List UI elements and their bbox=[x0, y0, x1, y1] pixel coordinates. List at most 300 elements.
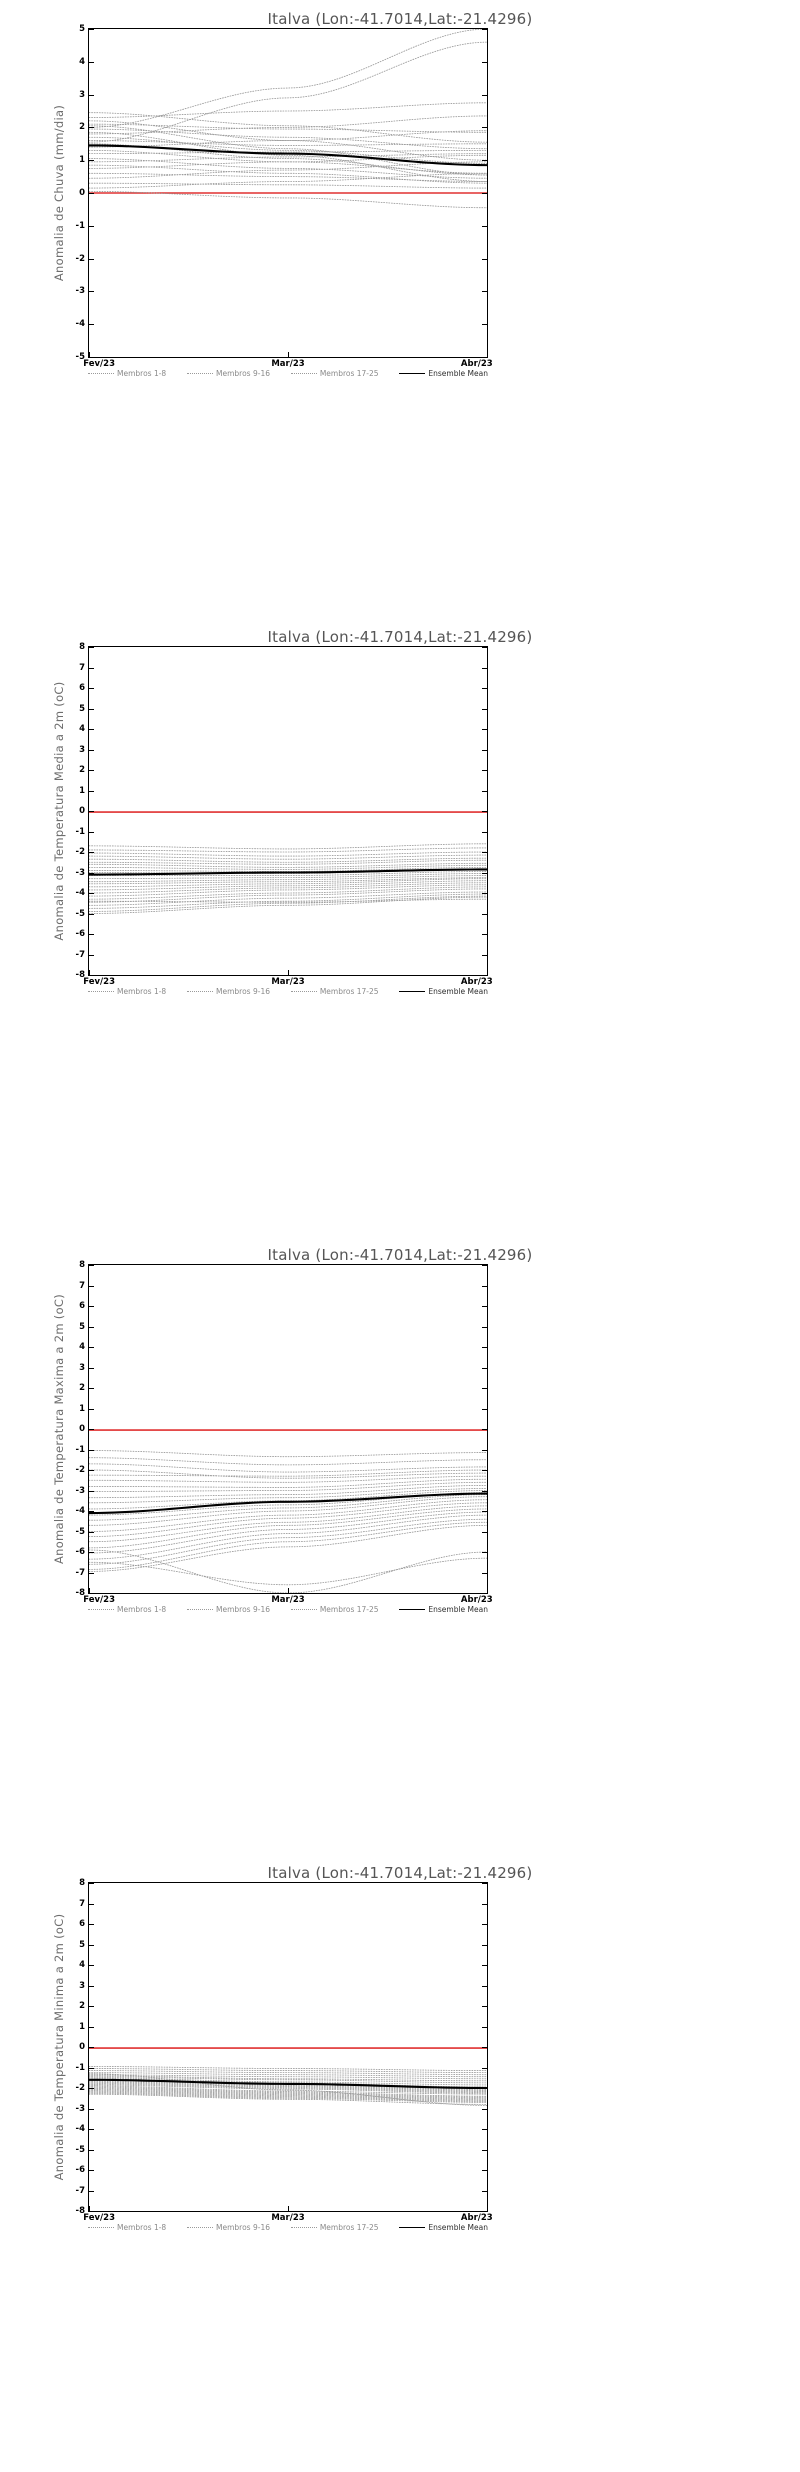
y-axis-tick-label: -8 bbox=[75, 2206, 85, 2216]
y-axis-tick-mark bbox=[89, 1347, 94, 1348]
y-axis-tick-mark bbox=[89, 2191, 94, 2192]
y-axis-tick-mark-right bbox=[482, 914, 487, 915]
y-axis-tick-label: 1 bbox=[79, 155, 85, 166]
legend-item-ensemble-mean bbox=[399, 1605, 488, 1614]
legend-label: Membros 9-16 bbox=[216, 986, 270, 996]
member-line bbox=[89, 1558, 487, 1585]
y-axis-tick-mark-right bbox=[482, 1388, 487, 1389]
y-axis-tick-mark bbox=[89, 893, 94, 894]
y-axis-tick-mark-right bbox=[482, 668, 487, 669]
legend-item-ensemble-mean bbox=[399, 2223, 488, 2232]
x-axis-tick-mark bbox=[288, 352, 289, 357]
legend-item-membros-9-16 bbox=[187, 987, 270, 996]
y-axis-tick-mark bbox=[89, 226, 94, 227]
x-axis-tick-label: Fev/23 bbox=[83, 359, 115, 369]
y-axis-tick-mark-right bbox=[482, 709, 487, 710]
y-axis-tick-mark-right bbox=[482, 729, 487, 730]
legend-label: Membros 9-16 bbox=[216, 2222, 270, 2232]
y-axis-tick-mark bbox=[89, 934, 94, 935]
legend-item-membros-9-16 bbox=[187, 2223, 270, 2232]
legend-label: Membros 17-25 bbox=[319, 368, 379, 378]
y-axis-tick-mark bbox=[89, 160, 94, 161]
y-axis-tick-mark bbox=[89, 1532, 94, 1533]
y-axis-tick-label: -3 bbox=[75, 286, 85, 297]
y-axis-tick-mark bbox=[89, 1409, 94, 1410]
y-axis-tick-mark-right bbox=[482, 160, 487, 161]
y-axis-label: Anomalia de Temperatura Media a 2m (oC) bbox=[52, 681, 66, 941]
page-title: Italva (Lon:-41.7014,Lat:-21.4296) bbox=[267, 1864, 533, 1882]
member-line bbox=[89, 29, 487, 127]
y-axis-tick-label: 1 bbox=[79, 2021, 85, 2032]
y-axis-tick-mark-right bbox=[482, 1904, 487, 1905]
member-line bbox=[89, 173, 487, 181]
y-axis-tick-mark bbox=[89, 1450, 94, 1451]
y-axis-tick-label: -1 bbox=[75, 1444, 85, 1455]
member-line bbox=[89, 183, 487, 188]
y-axis-label: Anomalia de Chuva (mm/dia) bbox=[52, 104, 66, 282]
y-axis-tick-label: -6 bbox=[75, 2165, 85, 2175]
y-axis-tick-label: -7 bbox=[75, 1567, 85, 1578]
y-axis-tick-label: -4 bbox=[75, 2124, 85, 2134]
member-line bbox=[89, 1519, 487, 1564]
y-axis-tick-label: -6 bbox=[75, 929, 85, 939]
y-axis-tick-label: 8 bbox=[79, 1260, 85, 1270]
y-axis-tick-mark bbox=[89, 324, 94, 325]
y-axis-tick-mark-right bbox=[482, 291, 487, 292]
y-axis-tick-label: -1 bbox=[75, 220, 85, 231]
member-line bbox=[89, 2069, 487, 2073]
x-axis-tick-mark bbox=[487, 352, 488, 357]
legend-line-icon bbox=[291, 1609, 317, 1610]
y-axis-tick-mark-right bbox=[482, 2150, 487, 2151]
x-axis-tick-mark bbox=[89, 2206, 90, 2211]
y-axis-tick-mark bbox=[89, 193, 94, 194]
y-axis-tick-mark bbox=[89, 1945, 94, 1946]
member-line bbox=[89, 2071, 487, 2075]
x-axis-tick-label: Fev/23 bbox=[83, 977, 115, 987]
y-axis-tick-label: 7 bbox=[79, 1280, 85, 1291]
legend-label: Ensemble Mean bbox=[428, 986, 488, 996]
plot-lines bbox=[89, 647, 487, 975]
y-axis-tick-mark bbox=[89, 791, 94, 792]
y-axis-tick-label: 1 bbox=[79, 785, 85, 796]
y-axis-tick-mark-right bbox=[482, 2170, 487, 2171]
plot-area bbox=[75, 1878, 493, 2223]
y-axis-tick-mark bbox=[89, 1470, 94, 1471]
x-axis-tick-label: Abr/23 bbox=[460, 1595, 493, 1605]
y-axis-tick-mark bbox=[89, 1491, 94, 1492]
member-line bbox=[89, 855, 487, 859]
legend-line-icon bbox=[88, 2227, 114, 2228]
legend-label: Membros 1-8 bbox=[117, 2222, 167, 2232]
x-axis-tick-label: Mar/23 bbox=[271, 977, 305, 987]
legend-label: Ensemble Mean bbox=[428, 2222, 488, 2232]
legend-item-membros-17-25 bbox=[291, 2223, 379, 2232]
y-axis-tick-mark-right bbox=[482, 934, 487, 935]
y-axis-tick-label: 6 bbox=[79, 683, 85, 693]
y-axis-tick-mark-right bbox=[482, 1327, 487, 1328]
member-line bbox=[89, 1451, 487, 1457]
y-axis-tick-label: 0 bbox=[79, 806, 85, 816]
y-axis-tick-label: 6 bbox=[79, 1919, 85, 1929]
y-axis-tick-label: 7 bbox=[79, 1898, 85, 1909]
y-axis-tick-mark bbox=[89, 2129, 94, 2130]
legend-label: Membros 9-16 bbox=[216, 368, 270, 378]
x-axis-tick-mark bbox=[89, 352, 90, 357]
y-axis-tick-mark-right bbox=[482, 1450, 487, 1451]
chart-panel-precip bbox=[0, 0, 800, 618]
y-axis-tick-mark bbox=[89, 832, 94, 833]
y-axis-tick-label: 4 bbox=[79, 1960, 85, 1970]
y-axis-tick-mark-right bbox=[482, 647, 487, 648]
y-axis-tick-label: -5 bbox=[75, 352, 85, 362]
y-axis-tick-label: -4 bbox=[75, 888, 85, 898]
y-axis-tick-mark bbox=[89, 2047, 94, 2048]
y-axis-tick-label: -3 bbox=[75, 2103, 85, 2114]
legend-label: Membros 1-8 bbox=[117, 368, 167, 378]
y-axis-tick-label: 5 bbox=[79, 24, 85, 34]
legend-line-icon bbox=[399, 2227, 425, 2228]
y-axis-tick-label: -1 bbox=[75, 826, 85, 837]
y-axis-tick-mark-right bbox=[482, 832, 487, 833]
plot-lines bbox=[89, 1883, 487, 2211]
page-title: Italva (Lon:-41.7014,Lat:-21.4296) bbox=[267, 1246, 533, 1264]
y-axis-tick-mark-right bbox=[482, 259, 487, 260]
y-axis-tick-mark-right bbox=[482, 1511, 487, 1512]
member-line bbox=[89, 858, 487, 862]
x-axis-tick-mark bbox=[487, 2206, 488, 2211]
plot-lines bbox=[89, 1265, 487, 1593]
y-axis-tick-mark bbox=[89, 647, 94, 648]
y-axis-tick-label: -5 bbox=[75, 1526, 85, 1537]
legend-label: Membros 17-25 bbox=[319, 2222, 379, 2232]
y-axis-tick-mark bbox=[89, 2150, 94, 2151]
y-axis-tick-mark bbox=[89, 852, 94, 853]
chart-panel-tmax bbox=[0, 1236, 800, 1854]
y-axis-tick-label: -7 bbox=[75, 949, 85, 960]
y-axis-tick-label: 2 bbox=[79, 122, 85, 133]
y-axis-tick-label: 7 bbox=[79, 662, 85, 673]
y-axis-tick-label: 0 bbox=[79, 1424, 85, 1434]
y-axis-tick-label: -2 bbox=[75, 253, 85, 264]
y-axis-tick-mark bbox=[89, 770, 94, 771]
member-line bbox=[89, 1522, 487, 1569]
y-axis-tick-mark-right bbox=[482, 1945, 487, 1946]
legend-label: Ensemble Mean bbox=[428, 1604, 488, 1614]
y-axis-tick-mark bbox=[89, 1429, 94, 1430]
y-axis-tick-label: 5 bbox=[79, 1321, 85, 1332]
member-line bbox=[89, 897, 487, 913]
y-axis-tick-label: -8 bbox=[75, 970, 85, 980]
y-axis-tick-label: 6 bbox=[79, 1301, 85, 1311]
y-axis-tick-label: -4 bbox=[75, 319, 85, 330]
x-axis-tick-label: Fev/23 bbox=[83, 1595, 115, 1605]
member-line bbox=[89, 1470, 487, 1476]
y-axis-tick-mark-right bbox=[482, 1883, 487, 1884]
legend-line-icon bbox=[88, 1609, 114, 1610]
plot-lines bbox=[89, 29, 487, 357]
legend-line-icon bbox=[88, 373, 114, 374]
member-line bbox=[89, 1550, 487, 1593]
x-axis-tick-mark bbox=[487, 970, 488, 975]
y-axis-tick-mark bbox=[89, 729, 94, 730]
legend-item-membros-9-16 bbox=[187, 1605, 270, 1614]
y-axis-tick-mark-right bbox=[482, 770, 487, 771]
y-axis-tick-mark bbox=[89, 127, 94, 128]
y-axis-tick-mark bbox=[89, 1883, 94, 1884]
y-axis-tick-mark bbox=[89, 1368, 94, 1369]
y-axis-tick-mark bbox=[89, 668, 94, 669]
legend-item-ensemble-mean bbox=[399, 987, 488, 996]
legend-line-icon bbox=[88, 991, 114, 992]
x-axis-tick-label: Fev/23 bbox=[83, 2213, 115, 2223]
y-axis-tick-label: 4 bbox=[79, 724, 85, 734]
legend-item-membros-17-25 bbox=[291, 1605, 379, 1614]
x-axis-tick-mark bbox=[288, 2206, 289, 2211]
x-axis-tick-label: Abr/23 bbox=[460, 2213, 493, 2223]
legend-label: Membros 17-25 bbox=[319, 986, 379, 996]
x-axis-tick-mark bbox=[288, 970, 289, 975]
y-axis-tick-mark bbox=[89, 1265, 94, 1266]
y-axis-tick-mark-right bbox=[482, 1429, 487, 1430]
y-axis-tick-label: 8 bbox=[79, 1878, 85, 1888]
legend-line-icon bbox=[291, 991, 317, 992]
y-axis-tick-mark-right bbox=[482, 1470, 487, 1471]
legend-line-icon bbox=[399, 1609, 425, 1610]
y-axis-tick-mark-right bbox=[482, 1491, 487, 1492]
y-axis-tick-mark-right bbox=[482, 1409, 487, 1410]
member-line bbox=[89, 863, 487, 867]
y-axis-tick-mark bbox=[89, 2088, 94, 2089]
y-axis-tick-mark bbox=[89, 1904, 94, 1905]
x-axis-tick-mark bbox=[89, 970, 90, 975]
y-axis-tick-label: -7 bbox=[75, 2185, 85, 2196]
legend-label: Membros 17-25 bbox=[319, 1604, 379, 1614]
y-axis-tick-mark bbox=[89, 811, 94, 812]
member-line bbox=[89, 191, 487, 207]
chart-panel-tmean bbox=[0, 618, 800, 1236]
x-axis-tick-label: Mar/23 bbox=[271, 2213, 305, 2223]
member-line bbox=[89, 1476, 487, 1482]
member-line bbox=[89, 852, 487, 856]
y-axis-tick-mark-right bbox=[482, 226, 487, 227]
x-axis-tick-label: Abr/23 bbox=[460, 359, 493, 369]
legend-line-icon bbox=[187, 1609, 213, 1610]
legend-item-membros-17-25 bbox=[291, 369, 379, 378]
y-axis-tick-mark-right bbox=[482, 193, 487, 194]
y-axis-tick-mark bbox=[89, 1573, 94, 1574]
y-axis-tick-label: -2 bbox=[75, 2083, 85, 2093]
y-axis-tick-mark-right bbox=[482, 29, 487, 30]
legend-line-icon bbox=[399, 373, 425, 374]
x-axis-tick-mark bbox=[288, 1588, 289, 1593]
x-axis-tick-mark bbox=[487, 1588, 488, 1593]
plot-area bbox=[75, 24, 493, 369]
y-axis-tick-mark bbox=[89, 2109, 94, 2110]
y-axis-tick-mark bbox=[89, 709, 94, 710]
legend-item-membros-1-8 bbox=[88, 987, 166, 996]
y-axis-tick-mark bbox=[89, 1552, 94, 1553]
y-axis-tick-mark-right bbox=[482, 1286, 487, 1287]
y-axis-tick-label: 3 bbox=[79, 1980, 85, 1991]
y-axis-tick-label: -3 bbox=[75, 867, 85, 878]
y-axis-tick-mark-right bbox=[482, 1924, 487, 1925]
y-axis-tick-mark-right bbox=[482, 1265, 487, 1266]
legend-item-membros-1-8 bbox=[88, 369, 166, 378]
member-line bbox=[89, 844, 487, 849]
y-axis-tick-mark-right bbox=[482, 1986, 487, 1987]
y-axis-tick-mark-right bbox=[482, 2047, 487, 2048]
member-line bbox=[89, 883, 487, 893]
member-line bbox=[89, 848, 487, 852]
legend-line-icon bbox=[399, 991, 425, 992]
y-axis-tick-mark-right bbox=[482, 1573, 487, 1574]
y-axis-tick-label: 2 bbox=[79, 2001, 85, 2011]
y-axis-tick-mark bbox=[89, 291, 94, 292]
y-axis-tick-mark-right bbox=[482, 2129, 487, 2130]
y-axis-tick-label: -3 bbox=[75, 1485, 85, 1496]
y-axis-tick-mark-right bbox=[482, 1306, 487, 1307]
y-axis-tick-mark bbox=[89, 1327, 94, 1328]
y-axis-tick-label: 1 bbox=[79, 1403, 85, 1414]
y-axis-tick-mark-right bbox=[482, 127, 487, 128]
y-axis-tick-label: 8 bbox=[79, 642, 85, 652]
y-axis-tick-label: 5 bbox=[79, 703, 85, 714]
y-axis-tick-mark bbox=[89, 62, 94, 63]
y-axis-tick-mark bbox=[89, 750, 94, 751]
legend bbox=[88, 366, 488, 380]
y-axis-tick-mark-right bbox=[482, 1552, 487, 1553]
y-axis-tick-mark-right bbox=[482, 852, 487, 853]
y-axis-tick-mark-right bbox=[482, 1347, 487, 1348]
y-axis-tick-mark bbox=[89, 914, 94, 915]
y-axis-tick-mark bbox=[89, 29, 94, 30]
legend-label: Ensemble Mean bbox=[428, 368, 488, 378]
y-axis-tick-mark-right bbox=[482, 1532, 487, 1533]
legend-label: Membros 9-16 bbox=[216, 1604, 270, 1614]
member-line bbox=[89, 2094, 487, 2104]
page-title: Italva (Lon:-41.7014,Lat:-21.4296) bbox=[267, 10, 533, 28]
y-axis-tick-mark-right bbox=[482, 95, 487, 96]
y-axis-tick-label: -2 bbox=[75, 1465, 85, 1475]
legend bbox=[88, 984, 488, 998]
y-axis-tick-label: 2 bbox=[79, 1383, 85, 1393]
y-axis-tick-mark bbox=[89, 1388, 94, 1389]
y-axis-tick-mark bbox=[89, 2170, 94, 2171]
legend-line-icon bbox=[187, 991, 213, 992]
legend-line-icon bbox=[187, 2227, 213, 2228]
y-axis-tick-mark-right bbox=[482, 2027, 487, 2028]
member-line bbox=[89, 141, 487, 146]
y-axis-tick-label: 2 bbox=[79, 765, 85, 775]
legend-line-icon bbox=[291, 2227, 317, 2228]
member-line bbox=[89, 2066, 487, 2070]
y-axis-label: Anomalia de Temperatura Minima a 2m (oC) bbox=[52, 1913, 66, 2181]
y-axis-tick-mark-right bbox=[482, 1965, 487, 1966]
y-axis-tick-mark bbox=[89, 1965, 94, 1966]
y-axis-tick-mark bbox=[89, 2006, 94, 2007]
y-axis-tick-mark bbox=[89, 955, 94, 956]
y-axis-tick-label: 0 bbox=[79, 2042, 85, 2052]
y-axis-tick-label: 5 bbox=[79, 1939, 85, 1950]
y-axis-tick-label: 3 bbox=[79, 1362, 85, 1373]
y-axis-tick-mark bbox=[89, 95, 94, 96]
y-axis-tick-mark bbox=[89, 1924, 94, 1925]
legend-item-membros-17-25 bbox=[291, 987, 379, 996]
y-axis-tick-mark bbox=[89, 1306, 94, 1307]
legend bbox=[88, 2220, 488, 2234]
x-axis-tick-label: Mar/23 bbox=[271, 1595, 305, 1605]
y-axis-tick-mark-right bbox=[482, 873, 487, 874]
y-axis-tick-label: -5 bbox=[75, 2144, 85, 2155]
y-axis-tick-mark-right bbox=[482, 2191, 487, 2192]
y-axis-tick-mark bbox=[89, 1286, 94, 1287]
y-axis-tick-mark bbox=[89, 1511, 94, 1512]
member-line bbox=[89, 1470, 487, 1478]
y-axis-tick-label: 3 bbox=[79, 744, 85, 755]
y-axis-tick-mark-right bbox=[482, 2068, 487, 2069]
legend-label: Membros 1-8 bbox=[117, 986, 167, 996]
y-axis-tick-label: -8 bbox=[75, 1588, 85, 1598]
legend-item-membros-1-8 bbox=[88, 1605, 166, 1614]
y-axis-tick-label: 0 bbox=[79, 188, 85, 198]
y-axis-tick-mark-right bbox=[482, 688, 487, 689]
y-axis-tick-mark-right bbox=[482, 750, 487, 751]
y-axis-tick-label: 3 bbox=[79, 89, 85, 100]
y-axis-tick-mark-right bbox=[482, 893, 487, 894]
y-axis-tick-mark bbox=[89, 2068, 94, 2069]
y-axis-tick-mark-right bbox=[482, 791, 487, 792]
x-axis-tick-label: Abr/23 bbox=[460, 977, 493, 987]
y-axis-tick-mark-right bbox=[482, 324, 487, 325]
chart-panel-tmin bbox=[0, 1854, 800, 2472]
y-axis-tick-mark-right bbox=[482, 2006, 487, 2007]
legend-item-membros-9-16 bbox=[187, 369, 270, 378]
y-axis-tick-mark bbox=[89, 2027, 94, 2028]
legend-line-icon bbox=[291, 373, 317, 374]
legend-item-membros-1-8 bbox=[88, 2223, 166, 2232]
x-axis-tick-label: Mar/23 bbox=[271, 359, 305, 369]
member-line bbox=[89, 1458, 487, 1465]
y-axis-tick-label: 4 bbox=[79, 56, 85, 67]
y-axis-tick-mark-right bbox=[482, 2088, 487, 2089]
y-axis-tick-mark-right bbox=[482, 955, 487, 956]
y-axis-tick-mark-right bbox=[482, 62, 487, 63]
y-axis-tick-mark-right bbox=[482, 811, 487, 812]
y-axis-tick-mark bbox=[89, 873, 94, 874]
legend-label: Membros 1-8 bbox=[117, 1604, 167, 1614]
legend-line-icon bbox=[187, 373, 213, 374]
legend-item-ensemble-mean bbox=[399, 369, 488, 378]
x-axis-tick-mark bbox=[89, 1588, 90, 1593]
plot-area bbox=[75, 642, 493, 987]
y-axis-tick-label: -4 bbox=[75, 1506, 85, 1516]
y-axis-tick-mark bbox=[89, 688, 94, 689]
plot-area bbox=[75, 1260, 493, 1605]
y-axis-tick-mark bbox=[89, 259, 94, 260]
y-axis-tick-label: -1 bbox=[75, 2062, 85, 2073]
y-axis-tick-label: -2 bbox=[75, 847, 85, 857]
y-axis-tick-label: -6 bbox=[75, 1547, 85, 1557]
y-axis-tick-label: 4 bbox=[79, 1342, 85, 1352]
page-title: Italva (Lon:-41.7014,Lat:-21.4296) bbox=[267, 628, 533, 646]
y-axis-tick-mark bbox=[89, 1986, 94, 1987]
y-axis-tick-mark-right bbox=[482, 2109, 487, 2110]
legend bbox=[88, 1602, 488, 1616]
y-axis-tick-mark-right bbox=[482, 1368, 487, 1369]
y-axis-label: Anomalia de Temperatura Maxima a 2m (oC) bbox=[52, 1293, 66, 1565]
y-axis-tick-label: -5 bbox=[75, 908, 85, 919]
